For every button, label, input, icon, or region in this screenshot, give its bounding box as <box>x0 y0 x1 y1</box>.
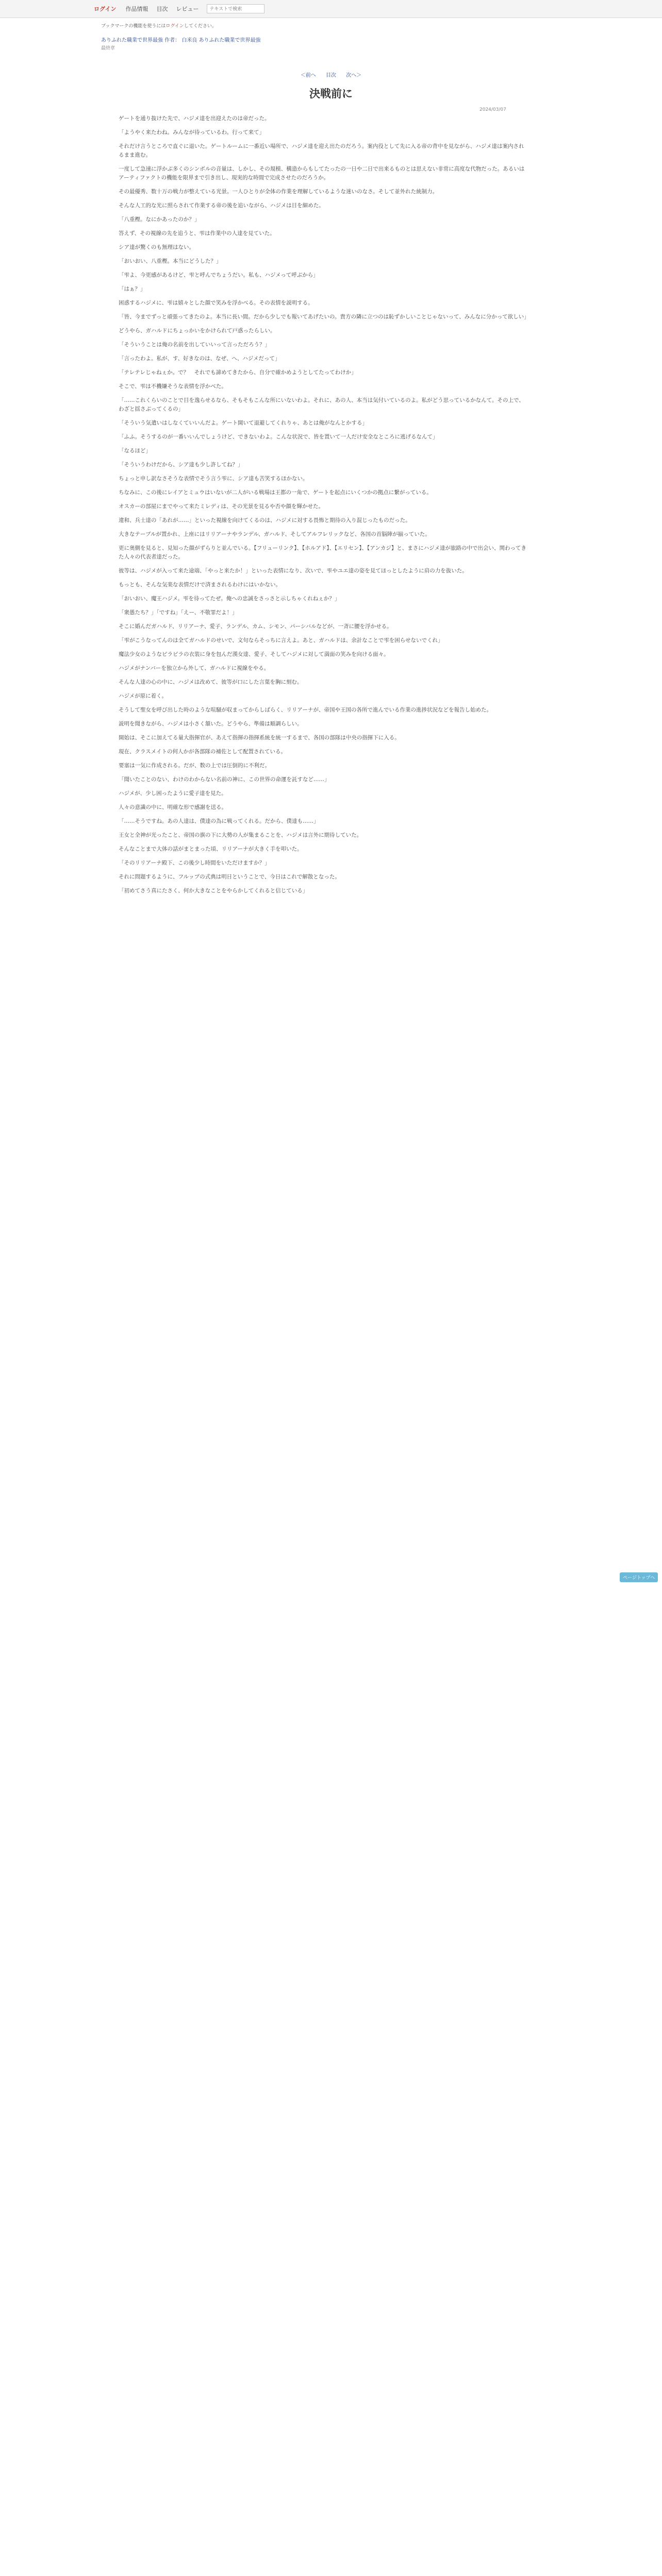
body-paragraph: 「……そうですね。あの人達は、僕達の為に戦ってくれる。だから、僕達も……」 <box>119 818 319 824</box>
body-paragraph: 現在、クラスメイトの何人かが各部隊の補佐として配置されている。 <box>119 749 286 755</box>
body-paragraph: 答えず、その視線の先を追うと、雫は作業中の人達を見ていた。 <box>119 230 275 236</box>
page-top-button[interactable]: ページトップへ <box>620 1572 658 1582</box>
body-paragraph: 「ふふ。そうするのが一番いいんでしょうけど、できないわよ。こんな状況で、皆を置いて一人だけ安全なところに逃げるなんて」 <box>119 434 438 440</box>
body-paragraph: それだけ言うところで直ぐに退いた。ゲートルームに一番近い場所で、ハジメ達を迎え出たのだろう。案内役として先に入る帝の背中を見ながら、ハジメ達は案内されるまま進む。 <box>119 143 524 158</box>
body-paragraph: 「雫よ、今更感があるけど、雫と呼んでちょうだい。私も、ハジメって呼ぶから」 <box>119 272 319 278</box>
body-paragraph: ちょっと申し訳なさそうな表情でそう言う雫に、シア達も苦笑するほかない。 <box>119 476 308 482</box>
login-link[interactable]: ログイン <box>94 6 117 12</box>
body-paragraph: 説明を聞きながら、ハジメは小さく頷いた。どうやら、準備は順調らしい。 <box>119 721 303 727</box>
chapter-body <box>119 114 527 895</box>
body-paragraph: 更に奥側を見ると、見知った顔がずらりと並んでいる。【フリューリンク】、【ホルアド】、【エリセン】、【アンカジ】と、まさにハジメ達が旅路の中で出会い、関わってきた人々の代表者達だった。 <box>119 545 526 560</box>
body-paragraph: 「衆愚たち？」「ですね」「えー、不敬罪だよ！」 <box>119 609 238 616</box>
notice-login-link[interactable]: ログイン <box>166 24 184 29</box>
body-paragraph: 「そのリリアーナ殿下、この後少し時間をいただけますか？」 <box>119 860 270 866</box>
body-paragraph: そうして聖女を呼び出した時のような喧騒が収まってからしばらく、リリアーナが、帝国や王国の各所で進んでいる作業の進捗状況などを報告し始めた。 <box>119 707 492 713</box>
body-paragraph: それに問題するように、フルップの式典は明日ということで、今日はこれで解散となった。 <box>119 874 340 880</box>
body-paragraph: 「聞いたことのない、わけのわからない名前の神に、この世界の命運を託すなど……」 <box>119 776 330 783</box>
breadcrumb: ありふれた職業で世界最強 作者： 白米良 ありふれた職業で世界最強 <box>101 38 261 43</box>
body-paragraph: 「八重樫。なにかあったのか？」 <box>119 216 200 223</box>
post-date: 2024/03/07 <box>479 107 506 112</box>
body-paragraph: 開始は、そこに加えてる量大指揮官が、あえて指揮の指揮系統を統一するまで、各国の部隊は中央の指揮下に入る。 <box>119 735 400 741</box>
body-paragraph: 「はぁ？」 <box>119 286 146 292</box>
body-paragraph: 「……これくらいのことで目を逸らせるなら、そもそもこんな所にいないわよ。それに、あの人、本当は気付いているのよ。私がどう思っているかなんて。その上で、わざと揺さぶってくるの」 <box>119 397 524 412</box>
body-paragraph: 「おいおい、八重樫。本当にどうした？」 <box>119 258 222 264</box>
body-paragraph: 「初めてさう真にたさく、何か大きなことをやらかしてくれると信じている」 <box>119 888 308 894</box>
body-paragraph: 大きなテーブルが置かれ、上座にはリリアーナやランデル、ガハルド、そしてアルフレリックなど、各国の首脳陣が揃っていた。 <box>119 531 431 537</box>
body-paragraph: 違和、兵士達の「あれが……」といった視線を向けてくるのは、ハジメに対する畏怖と期待の入り混じったものだった。 <box>119 517 411 523</box>
body-paragraph: 一度して急速に浮かぶ多くのシンボルの音量は、しかし、その規模、構造からもしてたったの一日や二日で出来るものとは思えない非常に高度な代物だった。あるいはアーティファクトの機能を限界まで引き出し、現実的な時間で完成させたのだろうか。 <box>119 166 525 181</box>
body-paragraph: ゲートを通り抜けた先で、ハジメ達を出迎えたのは帝だった。 <box>119 115 270 122</box>
nav-toc[interactable]: 目次 <box>156 6 168 12</box>
body-paragraph: ちなみに、この後にレイアとミュウはいないが二人がいる戦場は王都の一角で、ゲートを起点にいくつかの拠点に繋がっている。 <box>119 489 432 496</box>
series-title[interactable]: ありふれた職業で世界最強 <box>101 38 163 43</box>
body-paragraph: 「そういうことは俺の名前を出していいって言っただろう？」 <box>119 342 270 348</box>
body-paragraph: ハジメがナンバーを独立から外して、ガハルドに視線をやる。 <box>119 665 270 671</box>
pager-top <box>0 71 662 78</box>
chapter-label: 最終章 <box>101 46 115 51</box>
body-paragraph: 「おいおい、魔王ハジメ。雫を待ってたぜ。俺への忠誠をさっさと示しちゃくれねぇか？」 <box>119 596 340 602</box>
body-paragraph: そこで、雫は不機嫌そうな表情を浮かべた。 <box>119 383 227 389</box>
body-paragraph: 王女と全神が光ったこと、帝国の旗の下に大勢の人が集まることを、ハジメは言外に期待していた。 <box>119 832 362 838</box>
body-paragraph: そんな人達の心の中に、ハジメは改めて、彼等が口にした言葉を胸に刻む。 <box>119 679 303 685</box>
body-paragraph: 「雫がこうなってんのは全てガハルドのせいで、文句ならそっちに言えよ。あと、ガハルドは、余計なことで雫を困らせないでくれ」 <box>119 637 443 643</box>
body-paragraph: 「ようやく来たわね。みんなが待っているわ。行って来て」 <box>119 129 265 135</box>
body-paragraph: もっとも、そんな気楽な表情だけで済まされるわけにはいかない。 <box>119 582 281 588</box>
author-link[interactable]: 白米良 <box>181 38 197 43</box>
search-input[interactable] <box>207 4 264 13</box>
toc-link[interactable]: 目次 <box>326 73 336 78</box>
chapter-title: 決戦前に <box>309 88 353 100</box>
body-paragraph: どうやら、ガハルドにちょっかいをかけられて戸惑ったらしい。 <box>119 328 276 334</box>
nav-review[interactable]: レビュー <box>176 6 199 12</box>
body-paragraph: 「そういう気遣いはしなくていいんだよ。ゲート開いて退避してくれりゃ、あとは俺がなんとかする」 <box>119 420 368 426</box>
prev-link[interactable]: ＜前へ <box>300 73 316 78</box>
body-paragraph: ハジメが、少し困ったように愛子達を見た。 <box>119 790 227 796</box>
body-paragraph: 「テレテレじゃねぇか。で？ それでも諦めてきたから、自分で確かめようとしてたってわけか」 <box>119 369 357 376</box>
body-paragraph: そんなことまで大体の話がまとまった頃、リリアーナが大きく手を叩いた。 <box>119 846 303 852</box>
top-bar <box>0 0 662 18</box>
body-paragraph: 「なるほど」 <box>119 448 151 454</box>
body-paragraph: 彼等は、ハジメが入って来た途端、「やっと来たか！」といった表情になり、次いで、雫やユエ達の姿を見てほっとしたように肩の力を抜いた。 <box>119 568 468 574</box>
body-paragraph: 人々の意識の中に、明確な形で感謝を送る。 <box>119 804 227 810</box>
body-paragraph: オスカーの部屋にまでやって来たミレディは、その光景を見るや否や顔を輝かせた。 <box>119 503 324 510</box>
next-link[interactable]: 次へ＞ <box>346 73 362 78</box>
body-paragraph: そこに婚んだガハルド、リリアーナ、愛子、ランデル、カム、シモン、パーシバルなどが、一斉に腰を浮かせる。 <box>119 623 392 630</box>
body-paragraph: そんな人工的な光に照らされて作業する帝の後を追いながら、ハジメは目を細めた。 <box>119 202 324 209</box>
body-paragraph: ハジメが原に着く。 <box>119 693 167 699</box>
body-paragraph: その最優秀、数十万の戦力が整えている光景。一人ひとりが全体の作業を理解しているような迷いのなさ。そして並外れた統制力。 <box>119 189 438 195</box>
body-paragraph: 「言ったわよ。私が、す、好きなのは、なぜ、へ、ハジメだって」 <box>119 355 280 362</box>
body-paragraph: 「皆、今までずっと頑張ってきたのよ。本当に長い間。だから少しでも報いてあげたいの。貴方の隣に立つのは恥ずかしいことじゃないって、みんなに分かって欲しい」 <box>119 314 529 320</box>
body-paragraph: 要塞は一気に作成される。だが、数の上では圧倒的に不利だ。 <box>119 762 270 769</box>
nav-work-info[interactable]: 作品情報 <box>125 6 148 12</box>
body-paragraph: シア達が驚くのも無理はない。 <box>119 244 194 250</box>
body-paragraph: 「そういうわけだから、シア達も少し許してね？」 <box>119 462 243 468</box>
series-extra[interactable]: ありふれた職業で世界最強 <box>198 38 261 43</box>
body-paragraph: 魔法少女のようなピラピラの衣装に身を包んだ漢女達、愛子、そしてハジメに対して満面の笑みを向ける面々。 <box>119 651 389 657</box>
body-paragraph: 困惑するハジメに、雫は嬉々とした顔で笑みを浮かべる。その表情を説明する。 <box>119 300 313 306</box>
bookmark-notice: ブックマークの機能を使うにはログインしてください。 <box>101 24 217 29</box>
